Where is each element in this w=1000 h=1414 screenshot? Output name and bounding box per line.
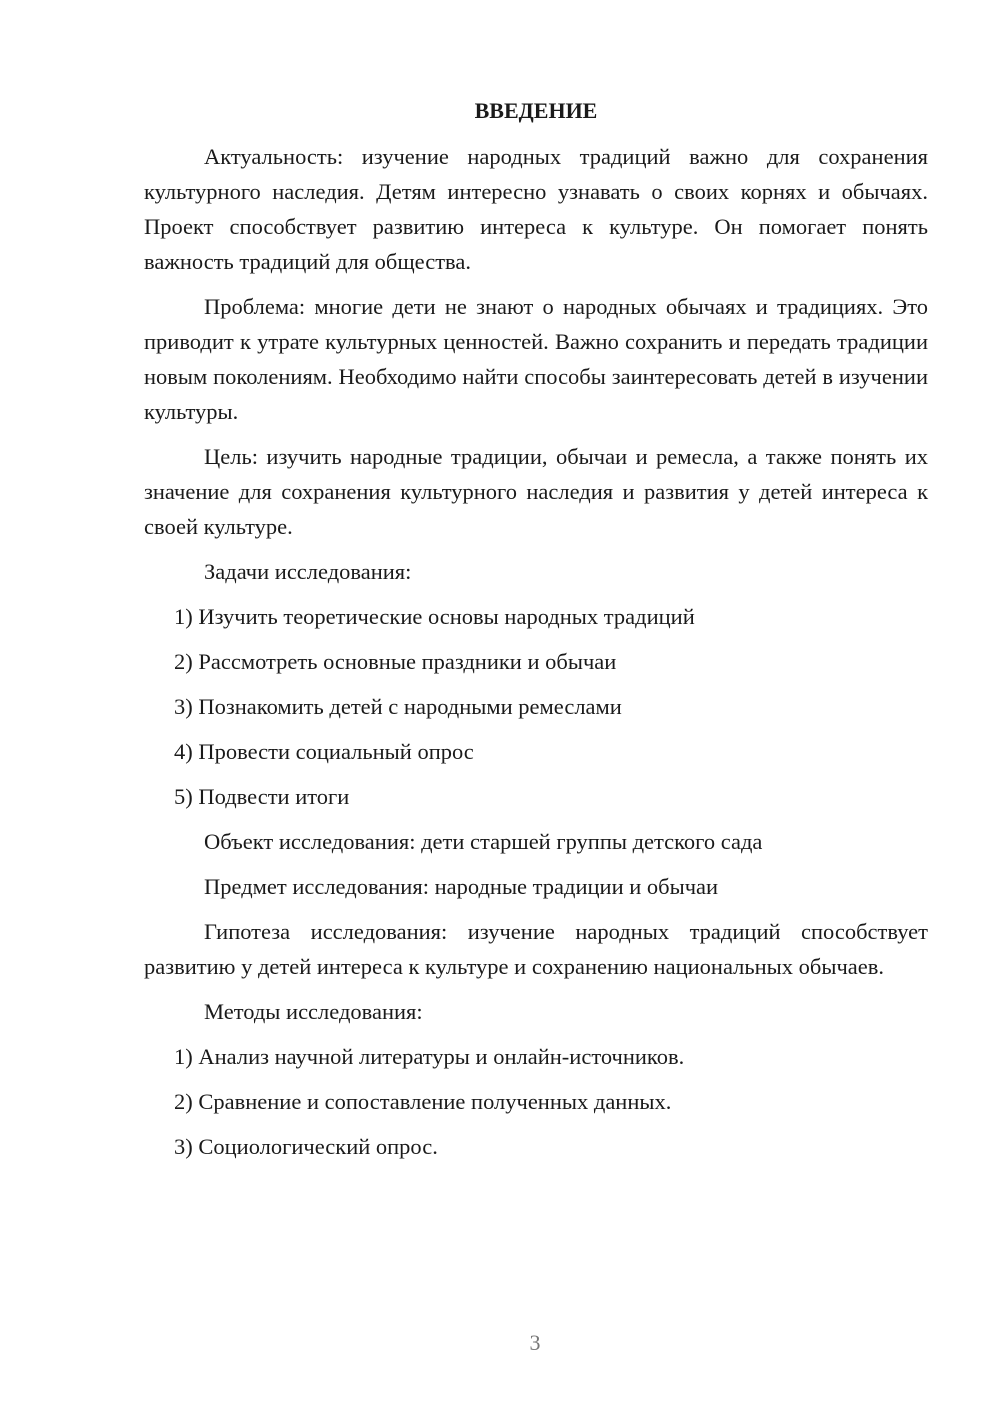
task-item: 1) Изучить теоретические основы народных традиций	[174, 604, 695, 629]
relevance-paragraph: Актуальность: изучение народных традиций важно для сохранения культурного наследия. Детям интересно узнавать о своих корнях и обычаях. Проект способствует развитию интереса к культуре. Он помогает понять важность традиций для общества.	[144, 144, 928, 274]
page-title: ВВЕДЕНИЕ	[474, 98, 598, 123]
page-content	[144, 93, 928, 1174]
research-object: Объект исследования: дети старшей группы детского сада	[204, 829, 763, 854]
task-item: 3) Познакомить детей с народными ремеслами	[174, 694, 622, 719]
problem-paragraph: Проблема: многие дети не знают о народных обычаях и традициях. Это приводит к утрате культурных ценностей. Важно сохранить и передать традиции новым поколениям. Необходимо найти способы заинтересовать детей в изучении культуры.	[144, 294, 928, 424]
page-number: 3	[529, 1330, 541, 1355]
methods-heading: Методы исследования:	[204, 999, 423, 1024]
tasks-heading: Задачи исследования:	[204, 559, 412, 584]
task-item: 5) Подвести итоги	[174, 784, 350, 809]
hypothesis-paragraph: Гипотеза исследования: изучение народных традиций способствует развитию у детей интереса к культуре и сохранению национальных обычаев.	[144, 919, 928, 979]
method-item: 3) Социологический опрос.	[174, 1134, 438, 1159]
task-item: 4) Провести социальный опрос	[174, 739, 474, 764]
method-item: 2) Сравнение и сопоставление полученных данных.	[174, 1089, 672, 1114]
research-subject: Предмет исследования: народные традиции и обычаи	[204, 874, 719, 899]
task-item: 2) Рассмотреть основные праздники и обычаи	[174, 649, 617, 674]
goal-paragraph: Цель: изучить народные традиции, обычаи и ремесла, а также понять их значение для сохранения культурного наследия и развития у детей интереса к своей культуре.	[144, 444, 928, 539]
method-item: 1) Анализ научной литературы и онлайн-источников.	[174, 1044, 685, 1069]
